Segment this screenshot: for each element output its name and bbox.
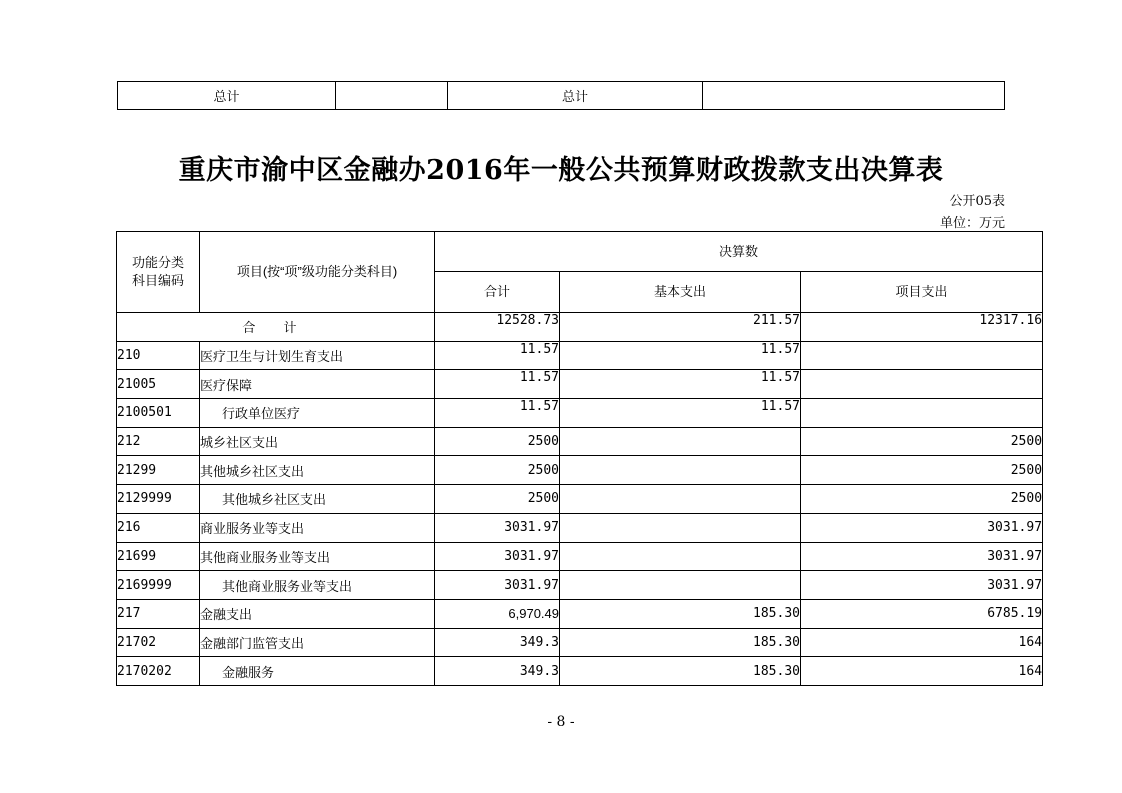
row-project: 3031.97 [801, 542, 1043, 571]
row-name: 金融支出 [200, 599, 435, 628]
table-row [117, 341, 1043, 370]
row-name: 其他城乡社区支出 [200, 456, 435, 485]
row-name: 其他城乡社区支出 [200, 485, 435, 514]
table-row [117, 427, 1043, 456]
page-title: 重庆市渝中区金融办2016年一般公共预算财政拨款支出决算表 [178, 155, 944, 186]
total-sum: 12528.73 [435, 313, 560, 342]
table-row [117, 399, 1043, 428]
header-item: 项目(按“项”级功能分类科目) [200, 232, 435, 313]
table-row [117, 513, 1043, 542]
header-group: 决算数 [435, 232, 1043, 272]
row-project [801, 399, 1043, 428]
row-code: 217 [117, 599, 200, 628]
row-basic [560, 427, 801, 456]
row-basic [560, 456, 801, 485]
row-total: 3031.97 [435, 542, 560, 571]
table-row [117, 571, 1043, 600]
row-name: 商业服务业等支出 [200, 513, 435, 542]
table-row [117, 542, 1043, 571]
row-code: 21005 [117, 370, 200, 399]
total-project: 12317.16 [801, 313, 1043, 342]
row-code: 21299 [117, 456, 200, 485]
top-total-left: 总计 [118, 82, 336, 110]
top-total-right: 总计 [448, 82, 703, 110]
table-row [117, 599, 1043, 628]
expenditure-table [116, 231, 1043, 686]
row-basic [560, 542, 801, 571]
row-code: 2170202 [117, 657, 200, 686]
row-total: 11.57 [435, 341, 560, 370]
row-name: 医疗保障 [200, 370, 435, 399]
row-project: 2500 [801, 456, 1043, 485]
table-row [117, 370, 1043, 399]
row-basic: 185.30 [560, 599, 801, 628]
row-basic: 11.57 [560, 399, 801, 428]
row-total: 2500 [435, 485, 560, 514]
top-empty-cell [703, 82, 1005, 110]
total-row [117, 313, 1043, 342]
row-basic: 185.30 [560, 657, 801, 686]
row-basic [560, 513, 801, 542]
total-basic: 211.57 [560, 313, 801, 342]
form-number: 公开05表 [949, 194, 1005, 209]
row-total: 2500 [435, 456, 560, 485]
header-code: 功能分类 科目编码 [117, 232, 200, 313]
row-name: 其他商业服务业等支出 [200, 571, 435, 600]
row-code: 2169999 [117, 571, 200, 600]
row-name: 医疗卫生与计划生育支出 [200, 341, 435, 370]
row-basic: 185.30 [560, 628, 801, 657]
table-row [117, 485, 1043, 514]
header-total: 合计 [435, 272, 560, 313]
row-name: 其他商业服务业等支出 [200, 542, 435, 571]
header-project: 项目支出 [801, 272, 1043, 313]
top-blank-cell [336, 82, 448, 110]
row-total: 6,970.49 [435, 599, 560, 628]
row-project: 164 [801, 657, 1043, 686]
row-basic: 11.57 [560, 370, 801, 399]
row-total: 349.3 [435, 628, 560, 657]
previous-table-fragment [117, 81, 1005, 110]
row-project [801, 370, 1043, 399]
row-total: 11.57 [435, 399, 560, 428]
row-name: 金融部门监管支出 [200, 628, 435, 657]
row-total: 11.57 [435, 370, 560, 399]
row-name: 城乡社区支出 [200, 427, 435, 456]
row-project: 2500 [801, 485, 1043, 514]
table-row [117, 456, 1043, 485]
row-name: 金融服务 [200, 657, 435, 686]
row-project: 6785.19 [801, 599, 1043, 628]
row-code: 210 [117, 341, 200, 370]
page-number: - 8 - [547, 714, 575, 730]
row-code: 212 [117, 427, 200, 456]
row-basic [560, 571, 801, 600]
row-code: 2129999 [117, 485, 200, 514]
row-total: 2500 [435, 427, 560, 456]
total-label: 合 计 [117, 313, 435, 342]
table-row [117, 628, 1043, 657]
row-code: 21702 [117, 628, 200, 657]
header-basic: 基本支出 [560, 272, 801, 313]
row-code: 21699 [117, 542, 200, 571]
row-project: 3031.97 [801, 571, 1043, 600]
table-row [117, 657, 1043, 686]
row-code: 2100501 [117, 399, 200, 428]
row-project: 164 [801, 628, 1043, 657]
row-project [801, 341, 1043, 370]
row-total: 3031.97 [435, 571, 560, 600]
row-total: 349.3 [435, 657, 560, 686]
row-name: 行政单位医疗 [200, 399, 435, 428]
row-project: 2500 [801, 427, 1043, 456]
row-basic: 11.57 [560, 341, 801, 370]
unit-label: 单位：万元 [939, 216, 1005, 231]
row-code: 216 [117, 513, 200, 542]
row-basic [560, 485, 801, 514]
row-total: 3031.97 [435, 513, 560, 542]
row-project: 3031.97 [801, 513, 1043, 542]
